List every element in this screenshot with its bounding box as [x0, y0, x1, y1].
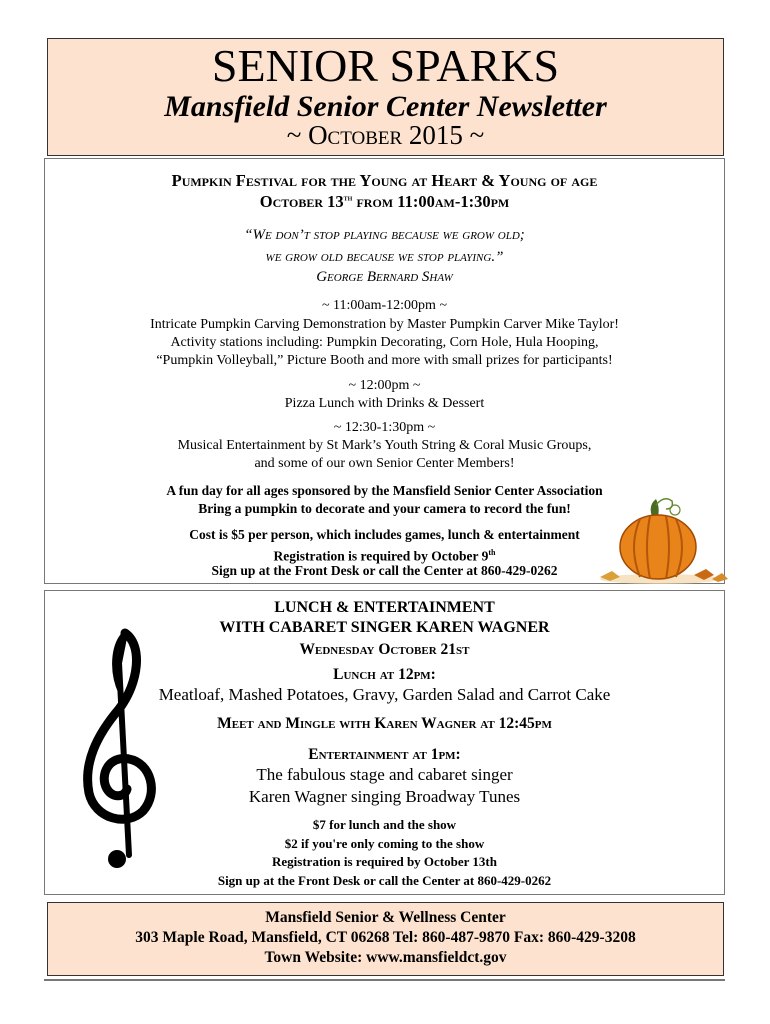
pumpkin-icon	[590, 495, 730, 587]
activity-line-3: “Pumpkin Volleyball,” Picture Booth and more with small prizes for participants!	[156, 353, 613, 368]
info-signup: Sign up at the Front Desk or call the Center at 860-429-0262	[211, 563, 558, 578]
pumpkin-festival-section	[44, 158, 725, 584]
time-slot-2: ~ 12:00pm ~	[348, 378, 421, 393]
activity-line-2: Activity stations including: Pumpkin Decorating, Corn Hole, Hula Hooping,	[170, 335, 599, 350]
center-address: 303 Maple Road, Mansfield, CT 06268 Tel: 860-487-9870 Fax: 860-429-3208	[135, 929, 636, 946]
newsletter-subtitle: Mansfield Senior Center Newsletter	[164, 90, 607, 123]
festival-time-text: from 11:00am-1:30pm	[352, 192, 510, 211]
lunch-line: Pizza Lunch with Drinks & Dessert	[284, 396, 485, 411]
price-lunch-show: $7 for lunch and the show	[312, 817, 457, 832]
lunch-date: Wednesday October 21st	[299, 641, 470, 658]
info-sponsor: A fun day for all ages sponsored by the Mansfield Senior Center Association	[166, 483, 603, 498]
treble-clef-icon	[73, 623, 163, 873]
date-prefix: ~	[286, 120, 309, 150]
entertainment-time: Entertainment at 1pm:	[308, 746, 461, 763]
festival-date	[45, 192, 724, 212]
lunch-signup: Sign up at the Front Desk or call the Center at 860-429-0262	[217, 873, 552, 888]
date-month: October	[308, 120, 403, 150]
meet-and-mingle: Meet and Mingle with Karen Wagner at 12:45pm	[217, 715, 552, 732]
bottom-divider	[44, 979, 725, 981]
festival-date-text: October 13	[259, 192, 344, 211]
lunch-heading-1: LUNCH & ENTERTAINMENT	[274, 599, 495, 616]
entertainment-line-2: Karen Wagner singing Broadway Tunes	[248, 787, 521, 806]
price-show-only: $2 if you're only coming to the show	[284, 836, 485, 851]
quote-line-1: “We don’t stop playing because we grow old;	[244, 227, 525, 243]
info-cost: Cost is $5 per person, which includes games, lunch & entertainment	[189, 527, 580, 542]
quote-author: George Bernard Shaw	[316, 269, 453, 285]
festival-date-sup: th	[343, 192, 353, 203]
music-line-2: and some of our own Senior Center Members!	[254, 456, 515, 471]
center-name: Mansfield Senior & Wellness Center	[265, 909, 506, 926]
lunch-menu: Meatloaf, Mashed Potatoes, Gravy, Garden Salad and Carrot Cake	[158, 685, 611, 704]
newsletter-header	[47, 38, 724, 156]
lunch-registration: Registration is required by October 13th	[272, 854, 497, 869]
quote-line-2: we grow old because we stop playing.”	[265, 249, 504, 265]
activity-line-1: Intricate Pumpkin Carving Demonstration by Master Pumpkin Carver Mike Taylor!	[150, 317, 619, 332]
entertainment-line-1: The fabulous stage and cabaret singer	[256, 765, 513, 784]
newsletter-title: SENIOR SPARKS	[211, 40, 560, 91]
registration-sup: th	[488, 548, 496, 557]
lunch-entertainment-section	[44, 590, 725, 895]
contact-footer	[47, 902, 724, 976]
date-suffix: 2015 ~	[402, 120, 485, 150]
info-bring: Bring a pumpkin to decorate and your camera to record the fun!	[198, 501, 571, 516]
lunch-heading-2: WITH CABARET SINGER KAREN WAGNER	[219, 619, 550, 636]
festival-heading: Pumpkin Festival for the Young at Heart & Young of age	[171, 171, 598, 190]
music-line-1: Musical Entertainment by St Mark’s Youth String & Coral Music Groups,	[177, 438, 592, 453]
town-website: Town Website: www.mansfieldct.gov	[264, 949, 507, 966]
newsletter-date	[48, 120, 723, 150]
time-slot-3: ~ 12:30-1:30pm ~	[333, 420, 436, 435]
registration-text: Registration is required by October 9	[273, 548, 489, 564]
time-slot-1: ~ 11:00am-12:00pm ~	[321, 298, 448, 313]
lunch-time: Lunch at 12pm:	[333, 666, 436, 683]
